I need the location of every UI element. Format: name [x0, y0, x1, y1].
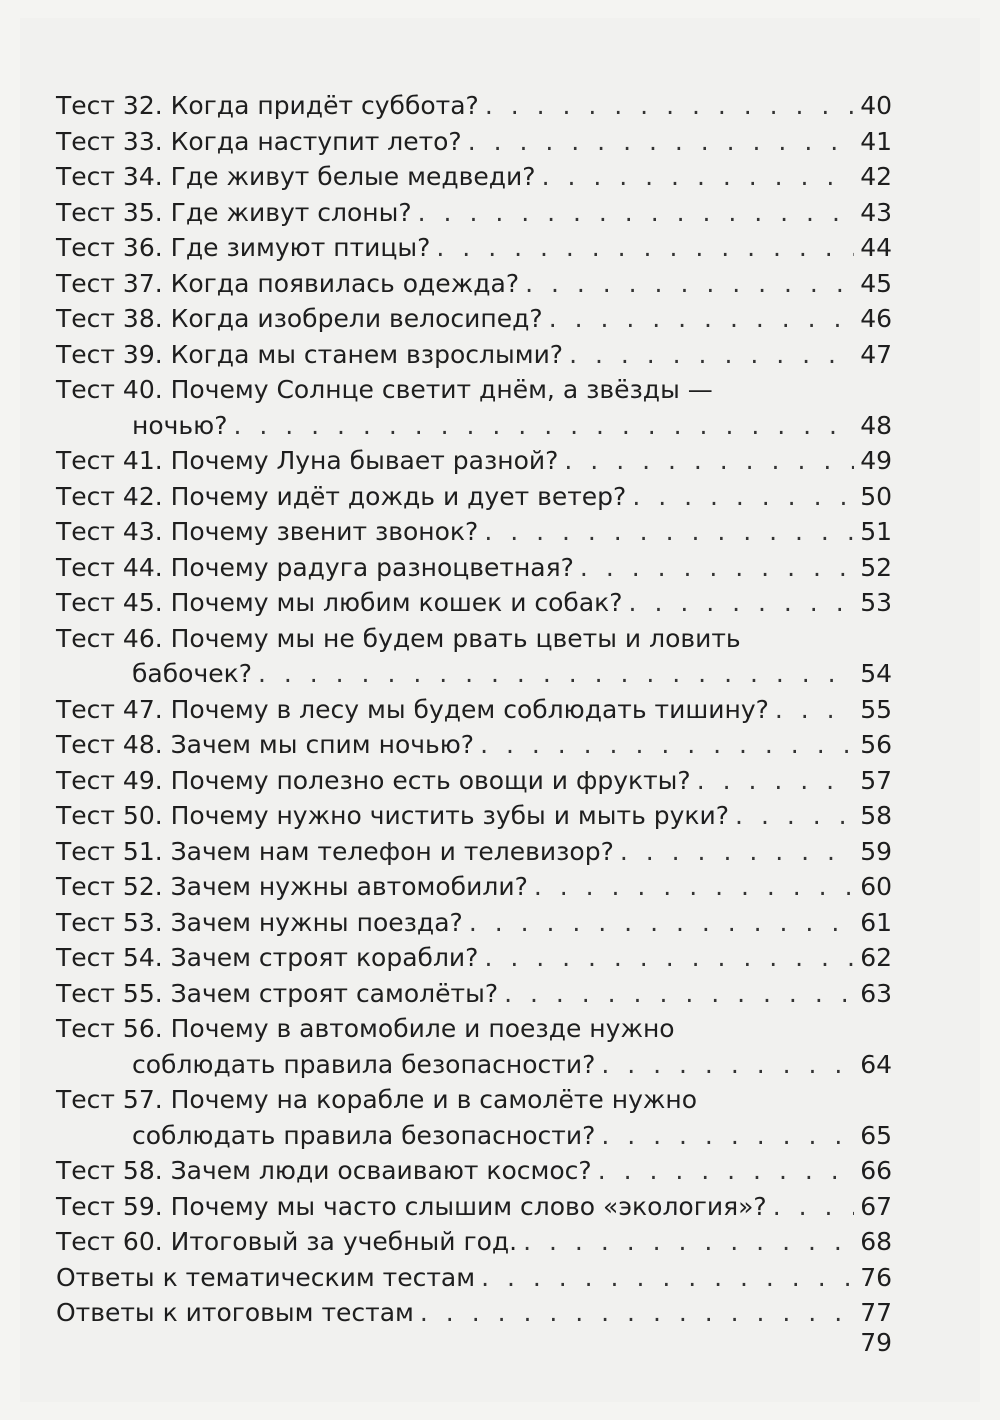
toc-entry-title: Тест 38. Когда изобрели велосипед?	[56, 304, 543, 333]
dot-leader	[697, 763, 855, 799]
toc-entry	[56, 195, 892, 231]
toc-entry-title: Тест 56. Почему в автомобиле и поезде нужно	[56, 1014, 675, 1043]
toc-entry-title: Ответы к итоговым тестам	[56, 1298, 414, 1327]
toc-entry-page: 56	[860, 730, 892, 759]
dot-leader	[601, 1047, 854, 1083]
dot-leader	[569, 337, 854, 373]
toc-entry-line	[56, 1082, 892, 1118]
toc-entry-title: Тест 44. Почему радуга разноцветная?	[56, 552, 574, 582]
dot-leader	[480, 727, 854, 763]
table-of-contents	[56, 88, 892, 1331]
toc-entry-line	[56, 656, 892, 692]
toc-entry-line	[56, 1153, 892, 1189]
dot-leader	[258, 656, 854, 692]
toc-entry	[56, 621, 892, 692]
dot-leader	[233, 408, 854, 444]
toc-entry	[56, 976, 892, 1012]
toc-entry-page: 47	[860, 339, 892, 369]
toc-entry-page: 49	[860, 446, 892, 475]
toc-entry-page: 43	[860, 197, 892, 227]
toc-entry-line	[56, 692, 892, 728]
dot-leader	[598, 1153, 855, 1189]
toc-entry-line	[56, 727, 892, 763]
dot-leader	[504, 976, 854, 1012]
toc-entry-title: Тест 54. Зачем строят корабли?	[56, 943, 479, 972]
toc-entry-title: Тест 60. Итоговый за учебный год.	[56, 1227, 518, 1256]
dot-leader	[580, 550, 854, 586]
toc-entry-title: Тест 52. Зачем нужны автомобили?	[56, 872, 528, 901]
toc-entry	[56, 1011, 892, 1082]
toc-entry-title: Тест 45. Почему мы любим кошек и собак?	[56, 588, 623, 617]
toc-entry-line	[56, 124, 892, 160]
toc-entry	[56, 372, 892, 443]
toc-entry-line	[56, 763, 892, 799]
toc-entry	[56, 798, 892, 834]
dot-leader	[485, 88, 854, 124]
toc-entry-page: 54	[860, 659, 892, 688]
toc-entry	[56, 1153, 892, 1189]
toc-entry-line	[56, 195, 892, 231]
toc-entry-line	[56, 1011, 892, 1047]
toc-entry-page: 50	[860, 481, 892, 511]
toc-entry	[56, 88, 892, 124]
toc-entry-line	[56, 550, 892, 586]
toc-entry-page: 68	[860, 1227, 892, 1256]
toc-entry	[56, 443, 892, 479]
dot-leader	[484, 514, 854, 550]
toc-entry-page: 41	[860, 126, 892, 156]
toc-entry-title: ночью?	[132, 410, 228, 440]
toc-entry	[56, 834, 892, 870]
toc-entry-line	[56, 408, 892, 444]
toc-entry	[56, 337, 892, 373]
toc-entry	[56, 1082, 892, 1153]
toc-entry-page: 76	[860, 1262, 892, 1292]
toc-entry	[56, 692, 892, 728]
toc-entry-page: 67	[860, 1191, 892, 1221]
toc-entry-page: 61	[860, 907, 892, 937]
dot-leader	[436, 230, 854, 266]
toc-entry	[56, 479, 892, 515]
toc-entry-title: Тест 47. Почему в лесу мы будем соблюдать тишину?	[56, 694, 769, 724]
toc-entry-line	[56, 301, 892, 337]
toc-entry-line	[56, 230, 892, 266]
toc-entry	[56, 727, 892, 763]
dot-leader	[420, 1295, 854, 1331]
toc-entry-title: Тест 55. Зачем строят самолёты?	[56, 978, 499, 1008]
toc-entry-title: Тест 40. Почему Солнце светит днём, а звёзды —	[56, 375, 713, 404]
dot-leader	[629, 585, 855, 621]
dot-leader	[632, 479, 854, 515]
toc-entry-title: Тест 34. Где живут белые медведи?	[56, 162, 536, 191]
toc-entry-title: Тест 42. Почему идёт дождь и дует ветер?	[56, 481, 627, 511]
toc-entry-page: 45	[860, 268, 892, 298]
toc-entry-page: 66	[860, 1156, 892, 1185]
toc-entry	[56, 514, 892, 550]
toc-entry	[56, 940, 892, 976]
toc-entry-title: соблюдать правила безопасности?	[132, 1049, 596, 1079]
dot-leader	[418, 195, 855, 231]
book-page	[20, 18, 980, 1402]
toc-entry-line	[56, 1047, 892, 1083]
toc-entry-page: 48	[860, 410, 892, 440]
toc-entry-page: 40	[860, 91, 892, 120]
dot-leader	[481, 1260, 854, 1296]
toc-entry	[56, 905, 892, 941]
toc-entry-title: Тест 46. Почему мы не будем рвать цветы и ловить	[56, 623, 741, 653]
toc-entry-title: Ответы к тематическим тестам	[56, 1262, 476, 1292]
dot-leader	[534, 869, 854, 905]
toc-entry-line	[56, 621, 892, 657]
toc-entry-line	[56, 266, 892, 302]
toc-entry-line	[56, 1189, 892, 1225]
dot-leader	[542, 159, 855, 195]
toc-entry	[56, 1295, 892, 1331]
dot-leader	[620, 834, 854, 870]
toc-entry-line	[56, 585, 892, 621]
toc-entry-page: 55	[860, 694, 892, 724]
toc-entry-page: 52	[860, 552, 892, 582]
toc-entry	[56, 550, 892, 586]
toc-entry-line	[56, 976, 892, 1012]
dot-leader	[775, 692, 854, 728]
toc-entry-page: 59	[860, 836, 892, 866]
toc-entry-page: 77	[860, 1298, 892, 1327]
toc-entry-page: 51	[860, 517, 892, 546]
toc-entry	[56, 585, 892, 621]
toc-entry-title: Тест 48. Зачем мы спим ночью?	[56, 730, 475, 759]
toc-entry-line	[56, 798, 892, 834]
toc-entry-page: 57	[860, 765, 892, 795]
toc-entry	[56, 124, 892, 160]
toc-entry-title: Тест 59. Почему мы часто слышим слово «экология»?	[56, 1191, 767, 1221]
toc-entry-page: 58	[860, 801, 892, 830]
toc-entry	[56, 1260, 892, 1296]
toc-entry	[56, 230, 892, 266]
toc-entry-page: 64	[860, 1049, 892, 1079]
dot-leader	[549, 301, 855, 337]
toc-entry-title: Тест 49. Почему полезно есть овощи и фрукты?	[56, 765, 691, 795]
toc-entry	[56, 1224, 892, 1260]
toc-entry-line	[56, 337, 892, 373]
dot-leader	[523, 1224, 854, 1260]
toc-entry-line	[56, 869, 892, 905]
toc-entry-title: бабочек?	[132, 659, 252, 688]
dot-leader	[525, 266, 854, 302]
toc-entry	[56, 159, 892, 195]
dot-leader	[484, 940, 854, 976]
dot-leader	[773, 1189, 854, 1225]
toc-entry-title: Тест 57. Почему на корабле и в самолёте нужно	[56, 1085, 698, 1114]
toc-entry-title: Тест 35. Где живут слоны?	[56, 197, 412, 227]
toc-entry-page: 42	[860, 162, 892, 191]
toc-entry-title: Тест 58. Зачем люди осваивают космос?	[56, 1156, 592, 1185]
toc-entry-title: Тест 53. Зачем нужны поезда?	[56, 907, 463, 937]
toc-entry-title: Тест 36. Где зимуют птицы?	[56, 233, 431, 262]
toc-entry-title: Тест 33. Когда наступит лето?	[56, 126, 462, 156]
toc-entry-page: 44	[860, 233, 892, 262]
toc-entry-title: Тест 37. Когда появилась одежда?	[56, 268, 520, 298]
toc-entry-title: Тест 39. Когда мы станем взрослыми?	[56, 339, 564, 369]
toc-entry	[56, 763, 892, 799]
toc-entry-line	[56, 1118, 892, 1154]
toc-entry-line	[56, 159, 892, 195]
dot-leader	[469, 905, 854, 941]
toc-entry	[56, 266, 892, 302]
toc-entry-title: Тест 32. Когда придёт суббота?	[56, 91, 479, 120]
dot-leader	[735, 798, 854, 834]
toc-entry-line	[56, 372, 892, 408]
toc-entry-title: соблюдать правила безопасности?	[132, 1120, 596, 1150]
toc-entry-page: 46	[860, 304, 892, 333]
toc-entry-line	[56, 1260, 892, 1296]
toc-entry-page: 63	[860, 978, 892, 1008]
toc-entry-line	[56, 1224, 892, 1260]
toc-entry-page: 53	[860, 588, 892, 617]
toc-entry-page: 62	[860, 943, 892, 972]
toc-entry-line	[56, 443, 892, 479]
toc-entry-title: Тест 51. Зачем нам телефон и телевизор?	[56, 836, 614, 866]
toc-entry	[56, 869, 892, 905]
toc-entry-page: 60	[860, 872, 892, 901]
toc-entry-line	[56, 514, 892, 550]
dot-leader	[601, 1118, 854, 1154]
toc-entry-title: Тест 50. Почему нужно чистить зубы и мыть руки?	[56, 801, 730, 830]
toc-entry-line	[56, 834, 892, 870]
toc-entry-line	[56, 940, 892, 976]
dot-leader	[564, 443, 854, 479]
toc-entry-page: 65	[860, 1120, 892, 1150]
dot-leader	[468, 124, 854, 160]
page-number: 79	[860, 1328, 892, 1357]
toc-entry	[56, 1189, 892, 1225]
toc-entry-line	[56, 479, 892, 515]
toc-entry-title: Тест 41. Почему Луна бывает разной?	[56, 446, 559, 475]
toc-entry-line	[56, 1295, 892, 1331]
toc-entry-title: Тест 43. Почему звенит звонок?	[56, 517, 479, 546]
toc-entry-line	[56, 88, 892, 124]
toc-entry	[56, 301, 892, 337]
toc-entry-line	[56, 905, 892, 941]
